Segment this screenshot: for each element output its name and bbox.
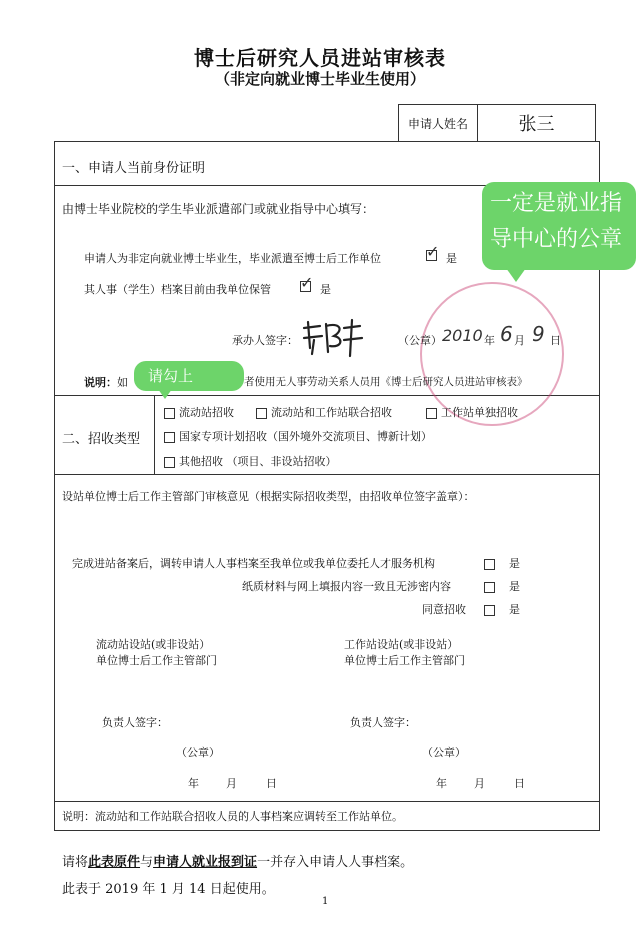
left-sign-label: 负责人签字： xyxy=(102,716,168,729)
identity-line-2: 其人事（学生）档案目前由我单位保管 xyxy=(84,283,271,296)
applicant-name-value: 张三 xyxy=(518,114,555,135)
option-national[interactable]: 国家专项计划招收（国外境外交流项目、博新计划） xyxy=(164,428,432,444)
checkbox-icon xyxy=(256,408,267,419)
left-date-month: 月 xyxy=(226,777,237,790)
review-item-2: 纸质材料与网上填报内容一致且无涉密内容 xyxy=(242,580,451,593)
applicant-name-label: 申请人姓名 xyxy=(399,105,478,141)
checkmark-icon: ✓ xyxy=(426,242,440,261)
identity-line-1-yes: 是 xyxy=(446,252,457,265)
right-date-day: 日 xyxy=(514,777,525,790)
date-month: 6 xyxy=(500,322,513,346)
left-seal-label: （公章） xyxy=(176,746,220,759)
seal-label: （公章） xyxy=(398,334,442,347)
date-year: 2010 xyxy=(442,326,483,345)
section1-instruction: 由博士毕业院校的学生毕业派遣部门或就业指导中心填写： xyxy=(62,202,375,216)
date-day-unit: 日 xyxy=(550,334,561,347)
identity-line-2-yes: 是 xyxy=(320,283,331,296)
left-org-line2: 单位博士后工作主管部门 xyxy=(96,654,217,667)
annotation-bubble-seal: 一定是就业指导中心的公章 xyxy=(482,182,636,270)
footer-instruction: 请将此表原件与申请人就业报到证一并存入申请人人事档案。 xyxy=(62,855,414,870)
page-number: 1 xyxy=(322,896,329,907)
applicant-name-box xyxy=(398,104,596,142)
section1-heading: 一、申请人当前身份证明 xyxy=(62,161,206,176)
annotation-bubble-check: 请勾上 xyxy=(134,361,244,391)
review-item-3-check[interactable]: 是 xyxy=(484,601,520,617)
section2-heading: 二、招收类型 xyxy=(62,432,141,447)
right-org-line1: 工作站设站(或非设站） xyxy=(344,638,459,651)
right-date-month: 月 xyxy=(474,777,485,790)
checkbox-icon xyxy=(484,559,495,570)
identity-line-1: 申请人为非定向就业博士毕业生，毕业派遣至博士后工作单位 xyxy=(84,252,381,265)
divider xyxy=(54,801,599,802)
section3-note: 说明：流动站和工作站联合招收人员的人事档案应调转至工作站单位。 xyxy=(62,810,403,823)
option-joint[interactable]: 流动站和工作站联合招收 xyxy=(256,404,392,420)
section1-note-prefix: 如 xyxy=(117,376,128,389)
checkbox-icon xyxy=(426,408,437,419)
checkbox-icon xyxy=(164,457,175,468)
left-date-year: 年 xyxy=(188,777,199,790)
divider xyxy=(154,395,155,475)
option-workstation[interactable]: 工作站单独招收 xyxy=(426,404,518,420)
right-date-year: 年 xyxy=(436,777,447,790)
right-org-line2: 单位博士后工作主管部门 xyxy=(344,654,465,667)
option-station[interactable]: 流动站招收 xyxy=(164,404,234,420)
date-year-unit: 年 xyxy=(484,334,495,347)
bubble-pointer xyxy=(158,389,172,399)
review-item-3: 同意招收 xyxy=(422,603,466,616)
right-seal-label: （公章） xyxy=(422,746,466,759)
signer-label: 承办人签字： xyxy=(232,334,298,347)
review-item-1-check[interactable]: 是 xyxy=(484,555,520,571)
right-sign-label: 负责人签字： xyxy=(350,716,416,729)
checkbox-icon xyxy=(164,432,175,443)
form-title: 博士后研究人员进站审核表 xyxy=(194,46,446,70)
date-day: 9 xyxy=(532,322,545,346)
checkbox-graduate-checked[interactable] xyxy=(424,242,440,262)
date-month-unit: 月 xyxy=(514,334,525,347)
footer-effective-date: 此表于 2019 年 1 月 14 日起使用。 xyxy=(62,882,275,897)
left-org-line1: 流动站设站(或非设站） xyxy=(96,638,211,651)
divider xyxy=(54,474,599,475)
bubble-pointer xyxy=(506,268,526,282)
checkbox-icon xyxy=(164,408,175,419)
left-date-day: 日 xyxy=(266,777,277,790)
checkbox-icon xyxy=(484,605,495,616)
section3-heading: 设站单位博士后工作主管部门审核意见（根据实际招收类型，由招收单位签字盖章）： xyxy=(62,490,475,503)
form-subtitle: （非定向就业博士毕业生使用） xyxy=(214,70,425,88)
checkmark-icon: ✓ xyxy=(300,273,314,292)
section1-note: 者使用无人事劳动关系人员用《博士后研究人员进站审核表》 xyxy=(244,376,528,388)
handwritten-signature xyxy=(300,318,364,365)
section1-note-label: 说明： xyxy=(84,376,117,389)
checkbox-archive-checked[interactable] xyxy=(298,273,314,293)
checkbox-icon xyxy=(484,582,495,593)
review-item-1: 完成进站备案后，调转申请人人事档案至我单位或我单位委托人才服务机构 xyxy=(72,557,435,570)
review-item-2-check[interactable]: 是 xyxy=(484,578,520,594)
option-other[interactable]: 其他招收 （项目、非设站招收） xyxy=(164,453,337,469)
